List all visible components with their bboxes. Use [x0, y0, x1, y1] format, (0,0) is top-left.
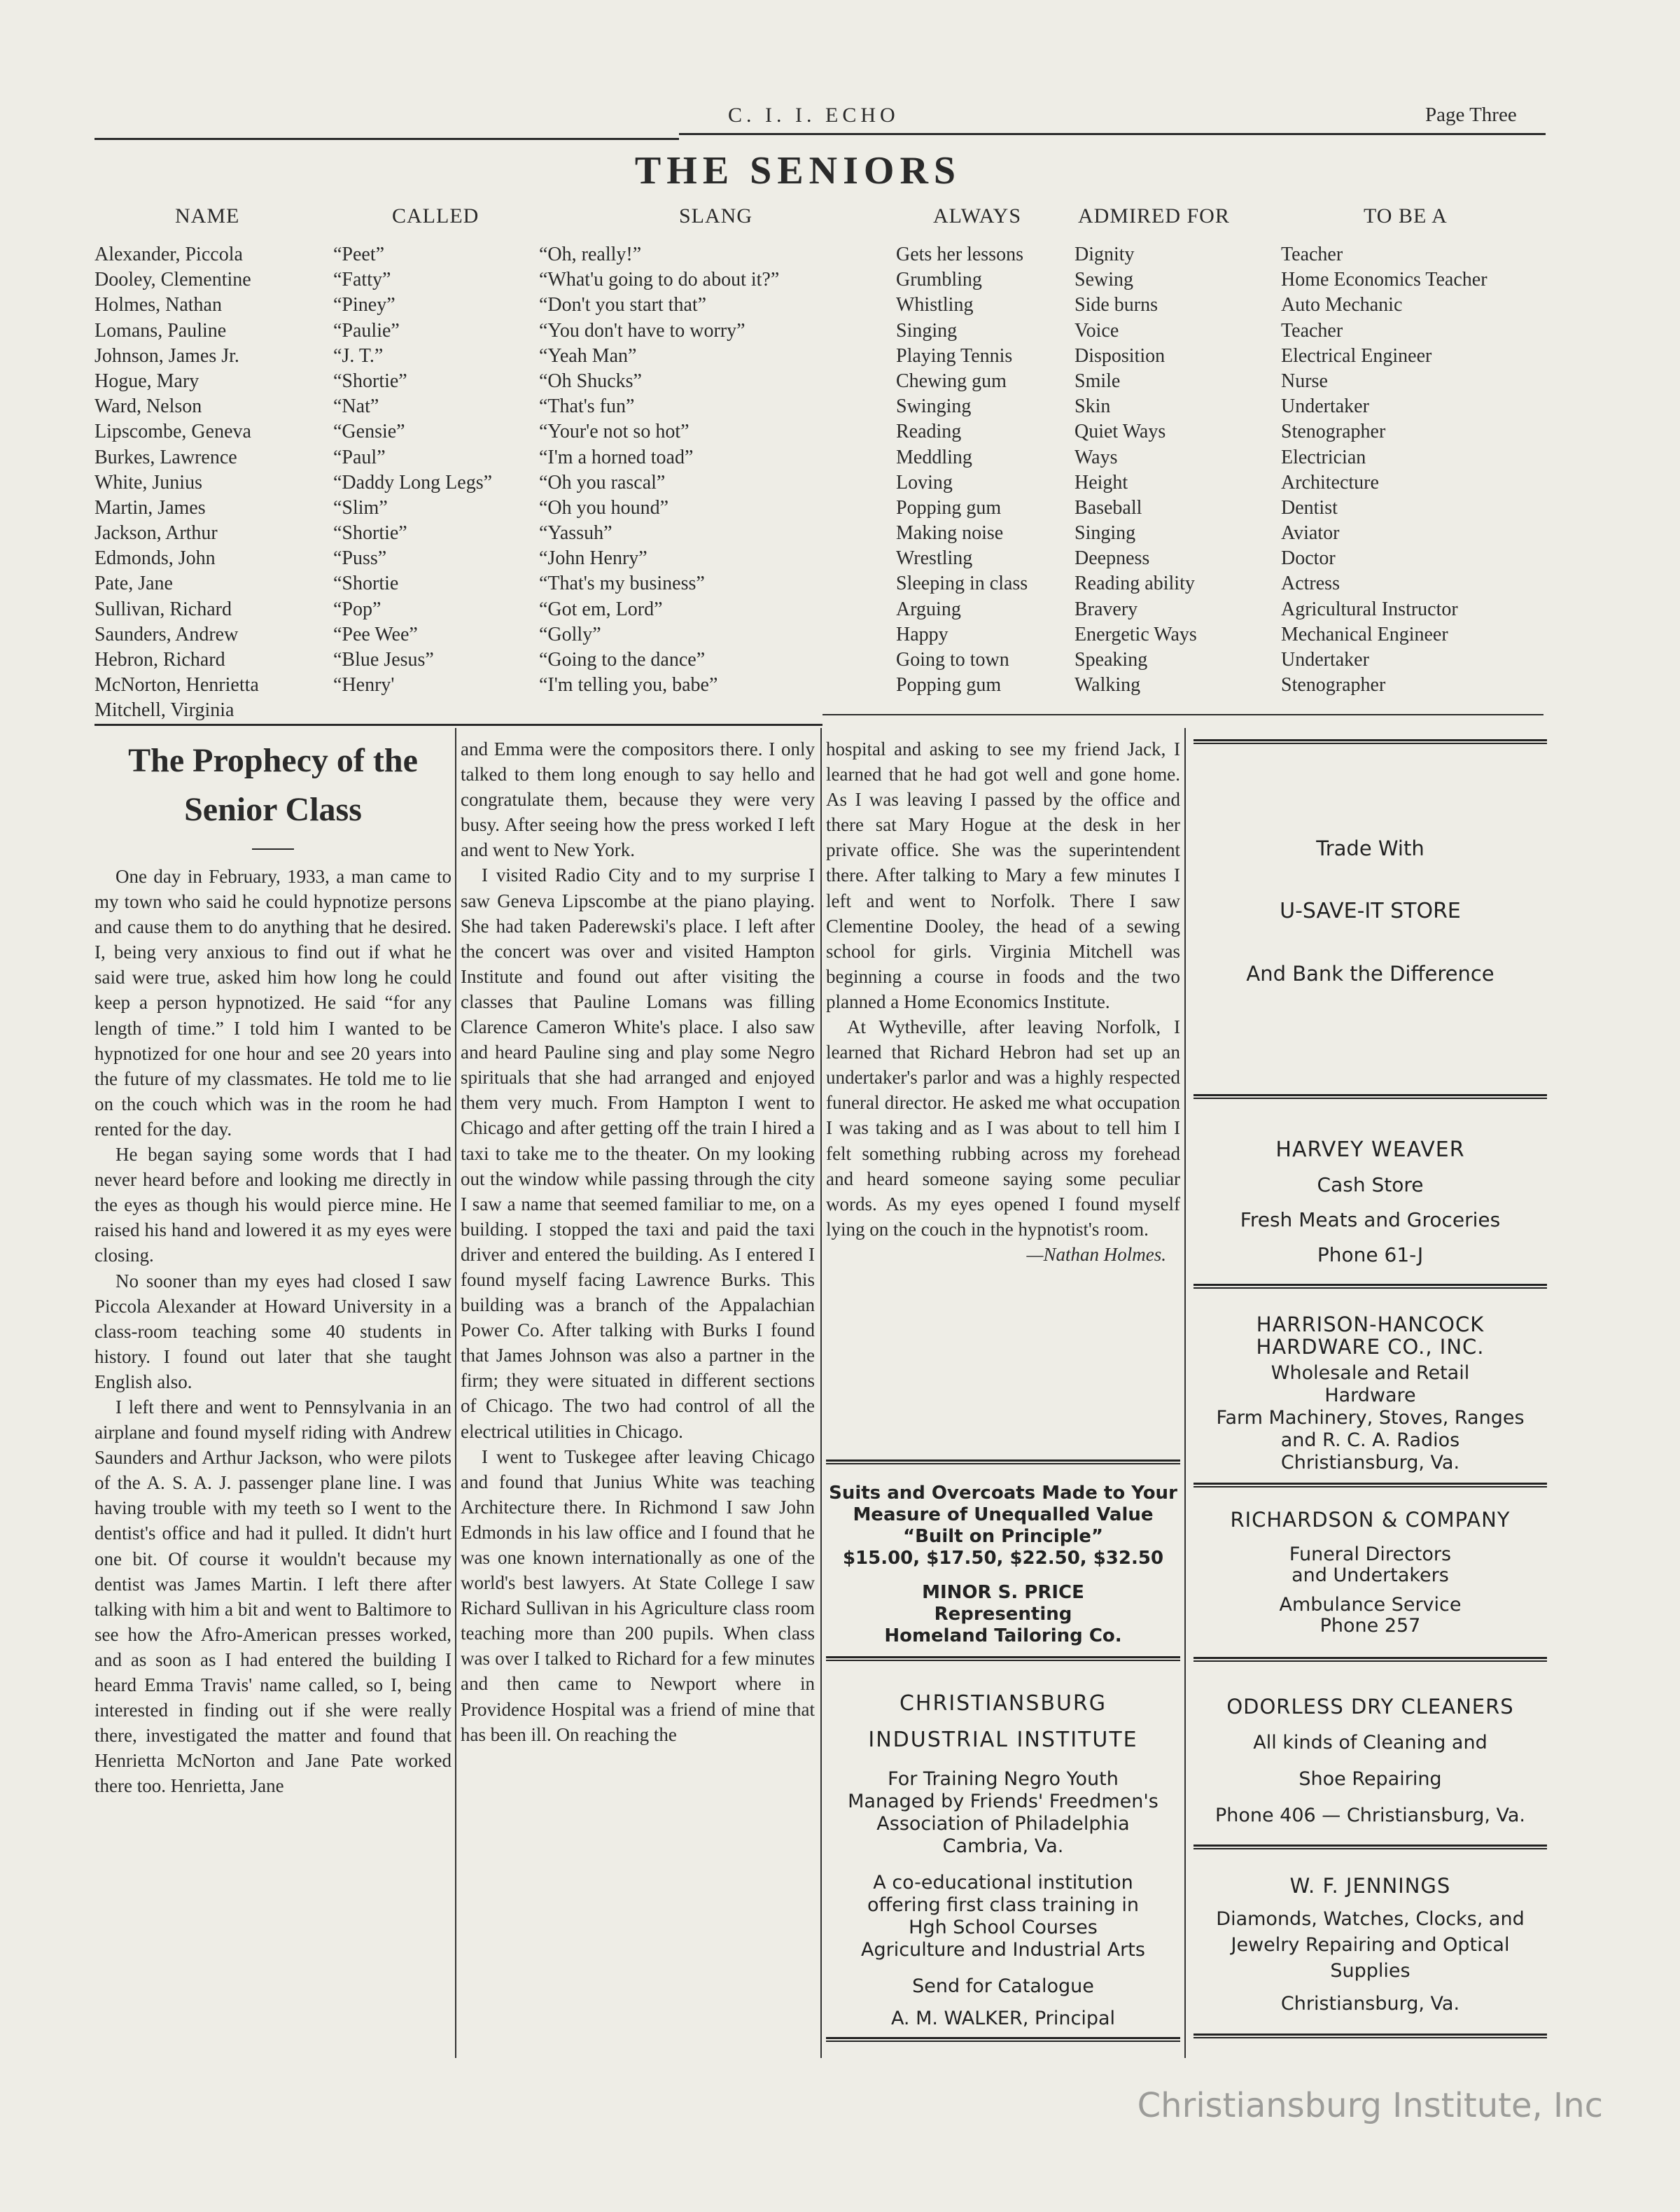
senior-cell: “John Henry” — [539, 547, 648, 570]
senior-cell: Popping gum — [896, 496, 1002, 519]
senior-cell: Burkes, Lawrence — [94, 446, 237, 468]
senior-cell: “Oh you rascal” — [539, 471, 666, 493]
senior-cell: “Puss” — [333, 547, 387, 570]
senior-cell: Stenographer — [1281, 674, 1386, 696]
senior-cell: Lomans, Pauline — [94, 319, 227, 342]
article-paragraph: No sooner than my eyes had closed I saw Piccola Alexander at Howard University in a class-room teaching some 40 students in history. I found out later that she taught English also. — [94, 1270, 451, 1392]
senior-cell: “I'm a horned toad” — [539, 446, 694, 468]
article-column-1 — [94, 736, 451, 1798]
senior-cell: Meddling — [896, 446, 972, 468]
senior-cell: Hogue, Mary — [94, 370, 200, 392]
senior-cell: “Henry' — [333, 674, 395, 696]
senior-cell — [1074, 698, 1197, 723]
senior-cell: Pate, Jane — [94, 573, 173, 595]
senior-cell: Side burns — [1074, 294, 1158, 316]
senior-cell: Electrical Engineer — [1281, 344, 1432, 367]
ad-christiansburg-institute: CHRISTIANSBURG INDUSTRIAL INSTITUTE For Training Negro Youth Managed by Friends' Freedmen's Association of Philadelphia Cambria, Va. A co-educational institution offering first class training in Hgh School Courses Agriculture and Industrial Arts Send for Catalogue A. M. WALKER, Principal — [848, 1691, 1158, 2029]
senior-cell: Skin — [1074, 396, 1111, 418]
ad-jennings: W. F. JENNINGS Diamonds, Watches, Clocks, and Jewelry Repairing and Optical Supplies Christiansburg, Va. — [1216, 1874, 1525, 2015]
senior-cell: Grumbling — [896, 269, 982, 291]
senior-cell: “Piney” — [333, 294, 396, 316]
senior-cell: Mitchell, Virginia — [94, 699, 234, 722]
senior-cell: “That's my business” — [539, 573, 705, 595]
article-col1-body — [94, 864, 451, 1798]
article-col2-body — [461, 736, 815, 1747]
title-rule — [252, 848, 294, 850]
senior-cell: “I'm telling you, babe” — [539, 674, 718, 696]
senior-cell: Going to town — [896, 649, 1009, 671]
ad-rule — [1194, 1094, 1547, 1099]
senior-cell: “What'u going to do about it?” — [539, 269, 780, 291]
senior-cell: “That's fun” — [539, 396, 635, 418]
senior-cell: Dignity — [1074, 244, 1135, 265]
ad-rule — [1194, 1657, 1547, 1662]
senior-cell: Dooley, Clementine — [94, 269, 251, 291]
ad-harrison-hancock: HARRISON-HANCOCK HARDWARE CO., INC. Wholesale and Retail Hardware Farm Machinery, Stoves, Ranges and R. C. A. Radios Christiansburg, Va. — [1216, 1312, 1525, 1474]
senior-cell: Reading — [896, 421, 962, 443]
senior-cell: “Pop” — [333, 598, 382, 620]
senior-cell: Stenographer — [1281, 421, 1386, 443]
article-paragraph: One day in February, 1933, a man came to my town who said he could hypnotize persons and cause them to do anything that he desired. I, being very anxious to find out if what he said were true, asked him how long he could keep a person hypnotized. He said “for any length of time.” I told him I wanted to be hypnotized for one hour and see 20 years into the future of my classmates. He told me to lie on the couch which was in the room he had rented for the day. — [94, 866, 451, 1140]
senior-cell: “Slim” — [333, 496, 388, 519]
ad-harvey-weaver: HARVEY WEAVER Cash Store Fresh Meats and Groceries Phone 61-J — [1240, 1138, 1501, 1266]
senior-cell: Ways — [1074, 446, 1118, 468]
ad-rule — [1194, 739, 1547, 744]
senior-cell: “Shortie” — [333, 370, 407, 392]
names-column — [94, 242, 259, 724]
senior-cell: “Yeah Man” — [539, 344, 637, 367]
header-rule — [94, 138, 679, 140]
col-header-name: NAME — [175, 204, 240, 227]
senior-cell: Doctor — [1281, 547, 1336, 570]
senior-cell: Dentist — [1281, 496, 1338, 519]
senior-cell: “Daddy Long Legs” — [333, 471, 493, 493]
senior-cell: Singing — [896, 319, 958, 342]
senior-cell: Height — [1074, 471, 1128, 493]
ad-usave-it-store: Trade With U-SAVE-IT STORE And Bank the Difference — [1246, 836, 1494, 986]
senior-cell: “Paul” — [333, 446, 386, 468]
column-rule-2 — [820, 728, 822, 2058]
ad-rule — [1194, 1483, 1547, 1488]
senior-cell: Arguing — [896, 598, 961, 620]
senior-cell: Sleeping in class — [896, 573, 1028, 595]
ad-minor-price: Suits and Overcoats Made to Your Measure of Unequalled Value “Built on Principle” $15.00, $17.50, $22.50, $32.50 MINOR S. PRICE Representing Homeland Tailoring Co. — [829, 1483, 1177, 1646]
col-header-always: ALWAYS — [933, 204, 1022, 227]
masthead: C. I. I. ECHO — [728, 104, 899, 127]
senior-cell — [539, 698, 779, 723]
header-rule-right — [679, 133, 1546, 135]
senior-cell: “Got em, Lord” — [539, 598, 663, 620]
senior-cell: Actress — [1281, 573, 1340, 595]
senior-cell: Popping gum — [896, 674, 1002, 696]
article-paragraph: I left there and went to Pennsylvania in an airplane and found myself riding with Andrew Saunders and Arthur Jackson, who were pilots of the A. S. A. J. passenger plane line. I was having trouble with my teeth so I went to the dentist's office and had it pulled. It didn't hurt one bit. Of course it wouldn't because my dentist was James Martin. I left there after talking with him a bit and went to Baltimore to see how the Afro-American presses worked, and as soon as I had entered the building I heard Emma Travis' name called, so I, being interested in finding out if she were really there, investigated the matter and found that Henrietta McNorton and Jane Pate worked there too. Henrietta, Jane — [94, 1396, 451, 1797]
senior-cell: “Shortie — [333, 573, 399, 595]
senior-cell: Teacher — [1281, 244, 1343, 265]
senior-cell: Mechanical Engineer — [1281, 623, 1448, 645]
table-bottom-rule-right — [822, 714, 1544, 715]
ad-rule — [1194, 1284, 1547, 1289]
article-paragraph: At Wytheville, after leaving Norfolk, I learned that Richard Hebron had set up an undertaker's parlor and was a highly respected funeral director. He asked me what occupation I was taking and as I was about to tell him I felt something rubbing across my forehead and heard someone saying some peculiar words. As my eyes opened I found myself lying on the couch in the hypnotist's room. — [826, 1016, 1180, 1240]
senior-cell: Auto Mechanic — [1281, 294, 1403, 316]
tobe-column — [1281, 242, 1488, 724]
senior-cell: Walking — [1074, 674, 1141, 696]
watermark: Christiansburg Institute, Inc — [1137, 2086, 1603, 2125]
ad-rule — [826, 1656, 1180, 1661]
senior-cell: Undertaker — [1281, 396, 1369, 418]
ad-rule — [1194, 2033, 1547, 2038]
senior-cell: Speaking — [1074, 649, 1148, 671]
senior-cell: “Going to the dance” — [539, 649, 706, 671]
senior-cell: Smile — [1074, 370, 1121, 392]
senior-cell: Ward, Nelson — [94, 396, 202, 418]
senior-cell: Undertaker — [1281, 649, 1369, 671]
senior-cell: “Your'e not so hot” — [539, 421, 690, 443]
senior-cell — [333, 698, 492, 723]
senior-cell: Saunders, Andrew — [94, 623, 239, 645]
article-col3-body — [826, 736, 1180, 1242]
senior-cell: Edmonds, John — [94, 547, 216, 570]
senior-cell: “Yassuh” — [539, 522, 612, 545]
always-column — [896, 242, 1028, 724]
senior-cell: “You don't have to worry” — [539, 319, 746, 342]
senior-cell: Nurse — [1281, 370, 1328, 392]
article-column-3 — [826, 736, 1180, 1267]
senior-cell: White, Junius — [94, 471, 202, 493]
senior-cell — [896, 698, 1028, 723]
senior-cell: Reading ability — [1074, 573, 1195, 595]
senior-cell: Chewing gum — [896, 370, 1007, 392]
table-bottom-rule — [94, 724, 822, 726]
senior-cell: “Don't you start that” — [539, 294, 707, 316]
senior-cell: “Oh you hound” — [539, 496, 669, 519]
senior-cell: McNorton, Henrietta — [94, 674, 259, 696]
senior-cell: Electrician — [1281, 446, 1366, 468]
senior-cell: Voice — [1074, 319, 1119, 342]
article-paragraph: I went to Tuskegee after leaving Chicago and found that Junius White was teaching Architecture there. In Richmond I saw John Edmonds in his law office and I found that he was one known internationally as one of the world's best lawyers. At State College I saw Richard Sullivan in his Agriculture class room teaching more than 200 pupils. When class was over I talked to Richard for a few minutes and then came to Newport where in Providence Hospital was a friend of mine that has been ill. On reaching the — [461, 1446, 815, 1745]
page-number: Page Three — [1425, 104, 1517, 126]
senior-cell: Baseball — [1074, 496, 1142, 519]
senior-cell: Architecture — [1281, 471, 1379, 493]
senior-cell: Gets her lessons — [896, 244, 1023, 265]
senior-cell: “Paulie” — [333, 319, 400, 342]
senior-cell: Jackson, Arthur — [94, 522, 218, 545]
column-rule-3 — [1184, 728, 1186, 2058]
col-header-tobe: TO BE A — [1364, 204, 1448, 227]
senior-cell: Wrestling — [896, 547, 973, 570]
senior-cell — [1281, 698, 1488, 723]
senior-cell: Holmes, Nathan — [94, 294, 222, 316]
senior-cell: Deepness — [1074, 547, 1150, 570]
senior-cell: “Nat” — [333, 396, 379, 418]
senior-cell: “Oh Shucks” — [539, 370, 642, 392]
senior-cell: Home Economics Teacher — [1281, 269, 1488, 291]
senior-cell: Hebron, Richard — [94, 649, 225, 671]
senior-cell: Johnson, James Jr. — [94, 344, 239, 367]
senior-cell: Martin, James — [94, 496, 206, 519]
senior-cell: Whistling — [896, 294, 974, 316]
senior-cell: Teacher — [1281, 319, 1343, 342]
col-header-called: CALLED — [392, 204, 479, 227]
ad-rule — [826, 1460, 1180, 1464]
senior-cell: Loving — [896, 471, 953, 493]
senior-cell: Swinging — [896, 396, 972, 418]
senior-cell: “Golly” — [539, 623, 601, 645]
seniors-title: THE SENIORS — [634, 149, 962, 192]
article-paragraph: hospital and asking to see my friend Jack, I learned that he had got well and gone home. As I was leaving I passed by the office and there sat Mary Hogue at the desk in her private office. She was the superintendent there. After talking to Mary a few minutes I left and went to Norfolk. There I saw Clementine Dooley, the head of a sewing school for girls. Virginia Mitchell was beginning a course in foods and the two planned a Home Economics Institute. — [826, 738, 1180, 1012]
senior-cell: “Fatty” — [333, 269, 391, 291]
senior-cell: Singing — [1074, 522, 1136, 545]
article-paragraph: I visited Radio City and to my surprise I saw Geneva Lipscombe at the piano playing. She had taken Paderewski's place. I left after the concert was over and visited Hampton Institute and found out after visiting the classes that Pauline Lomans was filling Clarence Cameron White's place. I also saw and heard Pauline sing and play some Negro spirituals that she had arranged and enjoyed them very much. From Hampton I went to Chicago and after getting off the train I hired a taxi to take me to the theater. On my looking out the window while passing through the city I saw a name that seemed familiar to me, on a building. I stopped the taxi and paid the taxi driver and entered the building. As I entered I found myself facing Lawrence Burks. This building was a branch of the Appalachian Power Co. After talking with Burks I found that James Johnson was also a partner in the firm; they were situated in different sections of Chicago. The two had control of all the electrical utilities in Chicago. — [461, 864, 815, 1442]
column-rule-1 — [455, 728, 456, 2058]
senior-cell: “Shortie” — [333, 522, 407, 545]
article-signature: —Nathan Holmes. — [1026, 1243, 1166, 1265]
senior-cell: Playing Tennis — [896, 344, 1013, 367]
ad-rule — [826, 2037, 1180, 2042]
senior-cell: Alexander, Piccola — [94, 244, 243, 265]
senior-cell: “Oh, really!” — [539, 244, 642, 265]
slang-column — [539, 242, 779, 724]
ad-odorless-dry-cleaners: ODORLESS DRY CLEANERS All kinds of Cleaning and Shoe Repairing Phone 406 — Christiansburg, Va. — [1214, 1695, 1526, 1826]
senior-cell: Sewing — [1074, 269, 1133, 291]
senior-cell: “Pee Wee” — [333, 623, 418, 645]
article-paragraph: and Emma were the compositors there. I only talked to them long enough to say hello and congratulate them, because they were very busy. After seeing how the press worked I left and went to New York. — [461, 738, 815, 861]
senior-cell: Bravery — [1074, 598, 1138, 620]
senior-cell: Making noise — [896, 522, 1004, 545]
senior-cell: Lipscombe, Geneva — [94, 421, 251, 443]
senior-cell: Agricultural Instructor — [1281, 598, 1458, 620]
ad-rule — [1194, 1844, 1547, 1849]
senior-cell: Energetic Ways — [1074, 623, 1197, 645]
senior-cell: Disposition — [1074, 344, 1166, 367]
admired-column — [1074, 242, 1197, 724]
ad-richardson: RICHARDSON & COMPANY Funeral Directors and Undertakers Ambulance Service Phone 257 — [1230, 1508, 1511, 1637]
article-title: The Prophecy of the Senior Class — [128, 742, 418, 828]
senior-cell: Aviator — [1281, 522, 1340, 545]
senior-cell: Quiet Ways — [1074, 421, 1166, 443]
senior-cell: Sullivan, Richard — [94, 598, 232, 620]
article-column-2 — [461, 736, 815, 1747]
senior-cell: Happy — [896, 623, 948, 645]
senior-cell: “J. T.” — [333, 344, 384, 367]
senior-cell: “Peet” — [333, 244, 385, 265]
col-header-slang: SLANG — [679, 204, 753, 227]
senior-cell: “Blue Jesus” — [333, 649, 434, 671]
col-header-admired: ADMIRED FOR — [1078, 204, 1230, 227]
called-column — [333, 242, 492, 724]
article-paragraph: He began saying some words that I had never heard before and looking me directly in the eyes as though his would pierce mine. He raised his hand and lowered it as my eyes were closing. — [94, 1144, 451, 1266]
senior-cell: “Gensie” — [333, 421, 405, 443]
